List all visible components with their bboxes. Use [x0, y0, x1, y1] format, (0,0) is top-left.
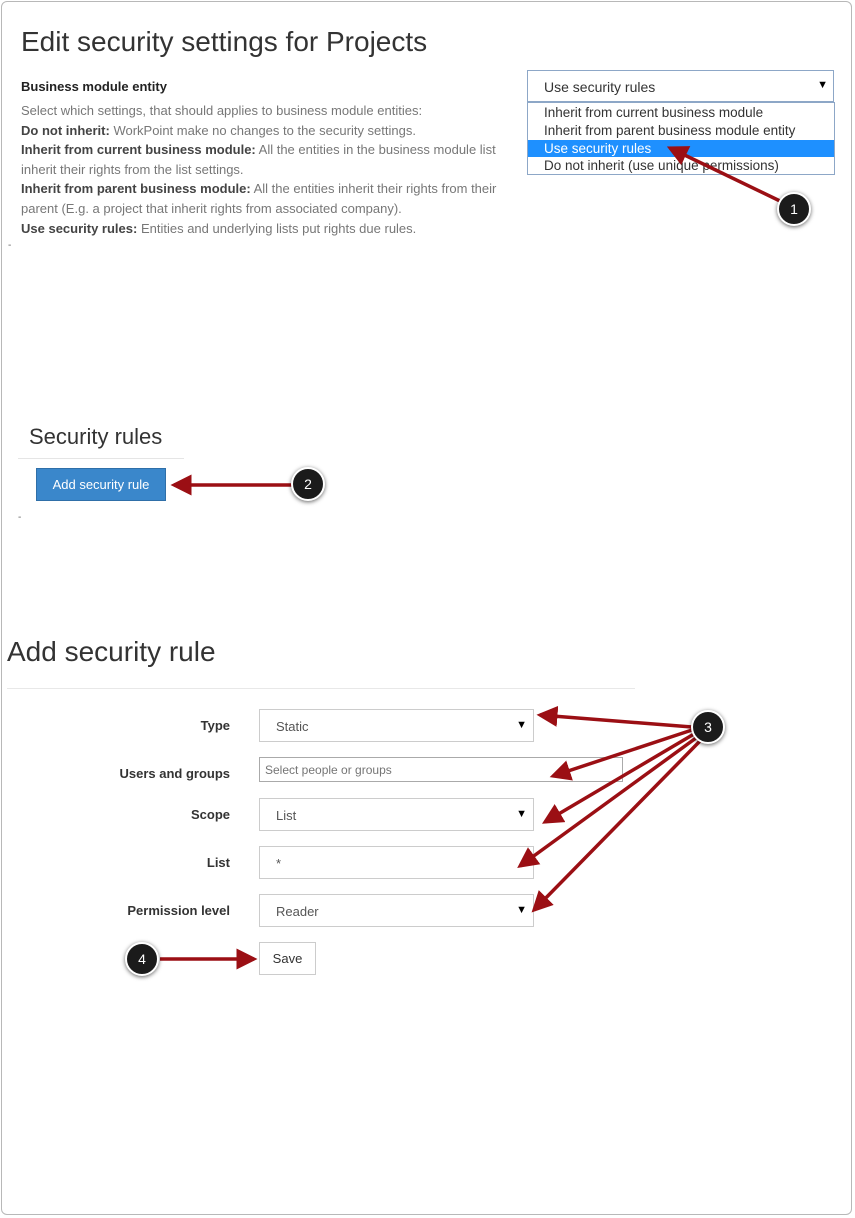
page-title: Edit security settings for Projects: [21, 26, 428, 57]
entity-description: [21, 101, 511, 238]
divider: [18, 458, 184, 459]
caret-down-icon: ▼: [817, 79, 828, 91]
callout-badge-1: 1: [777, 192, 811, 226]
list-input[interactable]: [259, 846, 534, 879]
permission-level-select-value: Reader: [276, 904, 319, 919]
inheritance-dropdown-list: [527, 102, 835, 175]
permission-level-label: Permission level: [127, 903, 230, 918]
scope-select-value: List: [276, 808, 297, 823]
users-and-groups-label: Users and groups: [119, 766, 230, 781]
option-do-not-inherit[interactable]: Do not inherit (use unique permissions): [544, 158, 779, 173]
description-item: Inherit from current business module: All the entities in the business module list inherit their rights from the list settings.: [21, 142, 496, 177]
security-rules-heading: Security rules: [29, 424, 163, 449]
permission-level-select[interactable]: [259, 894, 534, 927]
inheritance-select[interactable]: [527, 70, 834, 102]
option-inherit-parent[interactable]: Inherit from parent business module entity: [544, 123, 796, 138]
save-button[interactable]: Save: [259, 942, 316, 975]
type-select-value: Static: [276, 719, 309, 734]
option-use-security-rules[interactable]: Use security rules: [528, 140, 834, 157]
add-security-rule-heading: Add security rule: [7, 636, 216, 667]
description-item: Do not inherit: WorkPoint make no changes to the security settings.: [21, 122, 416, 138]
tick-mark: -: [18, 512, 22, 523]
description-item: Inherit from parent business module: All the entities inherit their rights from their parent (E.g. a project that inherit rights from associated company).: [21, 181, 497, 216]
scope-select[interactable]: [259, 798, 534, 831]
business-module-entity-label: Business module entity: [21, 79, 167, 94]
caret-down-icon: ▼: [516, 808, 527, 820]
divider: [7, 688, 635, 689]
callout-badge-4: 4: [125, 942, 159, 976]
people-picker-input[interactable]: [259, 757, 623, 782]
type-label: Type: [200, 718, 230, 733]
list-label: List: [206, 855, 230, 870]
callout-badge-2: 2: [291, 467, 325, 501]
description-intro: Select which settings, that should applies to business module entities:: [21, 103, 423, 118]
callout-badge-3: 3: [691, 710, 725, 744]
tick-mark: -: [8, 240, 12, 251]
inheritance-select-value: Use security rules: [544, 79, 656, 95]
caret-down-icon: ▼: [516, 904, 527, 916]
add-security-rule-button[interactable]: Add security rule: [36, 468, 166, 501]
scope-label: Scope: [190, 807, 230, 822]
caret-down-icon: ▼: [516, 719, 527, 731]
option-inherit-current[interactable]: Inherit from current business module: [544, 105, 764, 120]
list-input-value: *: [276, 856, 282, 871]
type-select[interactable]: [259, 709, 534, 742]
description-item: Use security rules: Entities and underlying lists put rights due rules.: [21, 220, 417, 236]
